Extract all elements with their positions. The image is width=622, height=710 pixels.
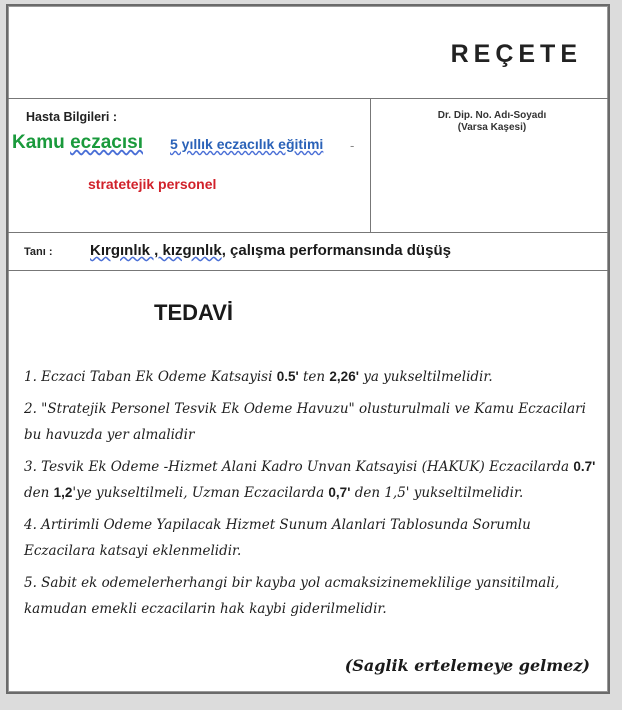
patient-line1-b: eczacısı: [70, 132, 143, 153]
item3-text-d: den 1,5' yukseltilmelidir.: [350, 485, 524, 501]
patient-line1-a: Kamu: [12, 132, 71, 153]
item1-text-a: 1. Eczaci Taban Ek Odeme Katsayisi: [24, 369, 277, 385]
prescription-sheet: [6, 4, 610, 694]
treatment-item-5: 5. Sabit ek odemelerherhangi bir kayba yol acmaksizinemeklilige yansitilmali, kamudan emekli eczacilarin hak kaybi giderilmelidir.: [24, 575, 560, 617]
diagnosis-value-b: , çalışma performansında düşüş: [221, 242, 451, 259]
treatment-list: [24, 364, 604, 628]
patient-line2: stratetejik personel: [88, 176, 217, 192]
patient-line1-blue: [170, 136, 323, 152]
item3-text-b: den: [24, 485, 54, 501]
treatment-heading: TEDAVİ: [154, 300, 234, 325]
item1-text-c: ya yukseltilmelidir.: [358, 369, 493, 385]
item1-num1: 0.5': [276, 369, 299, 384]
divider-patient: [8, 232, 608, 233]
item3-text-a: 3. Tesvik Ek Odeme -Hizmet Alani Kadro Unvan Katsayisi (HAKUK) Eczacilarda: [24, 459, 574, 475]
treatment-item-3: [24, 454, 604, 506]
patient-line1-d: 5 yıllık eczacılık eğitimi: [170, 136, 324, 152]
item3-num3: 0,7': [328, 485, 351, 500]
diagnosis-value-a: Kırgınlık , kızgınlık: [90, 242, 222, 259]
doctor-info-label: [376, 110, 608, 134]
item1-text-b: ten: [298, 369, 330, 385]
diagnosis-value: [90, 242, 451, 259]
item3-num2: 1,2: [53, 485, 73, 500]
divider-diagnosis: [8, 270, 608, 271]
patient-line1-dash: -: [350, 138, 355, 153]
doctor-label-line1: Dr. Dip. No. Adı-Soyadı: [437, 110, 547, 121]
patient-info-label: Hasta Bilgileri :: [26, 110, 117, 124]
diagnosis-label: Tanı :: [24, 246, 53, 258]
doctor-label-line2: (Varsa Kaşesi): [457, 122, 527, 133]
item1-num2: 2,26': [329, 369, 359, 384]
health-slogan: (Saglik ertelemeye gelmez): [344, 656, 590, 675]
item3-num1: 0.7': [573, 459, 596, 474]
divider-doctor: [370, 98, 371, 232]
document-title: REÇETE: [450, 40, 582, 68]
treatment-item-1: [24, 364, 604, 390]
divider-header: [8, 98, 608, 99]
item3-text-c: 'ye yukseltilmeli, Uzman Eczacilarda: [72, 485, 329, 501]
treatment-item-4: 4. Artirimli Odeme Yapilacak Hizmet Sunum Alanlari Tablosunda Sorumlu Eczacilara katsayi eklenmelidir.: [24, 517, 531, 559]
treatment-item-2: 2. "Stratejik Personel Tesvik Ek Odeme Havuzu" olusturulmali ve Kamu Eczacilari bu havuzda yer almalidir: [24, 401, 586, 443]
patient-line1-green: [12, 132, 143, 154]
